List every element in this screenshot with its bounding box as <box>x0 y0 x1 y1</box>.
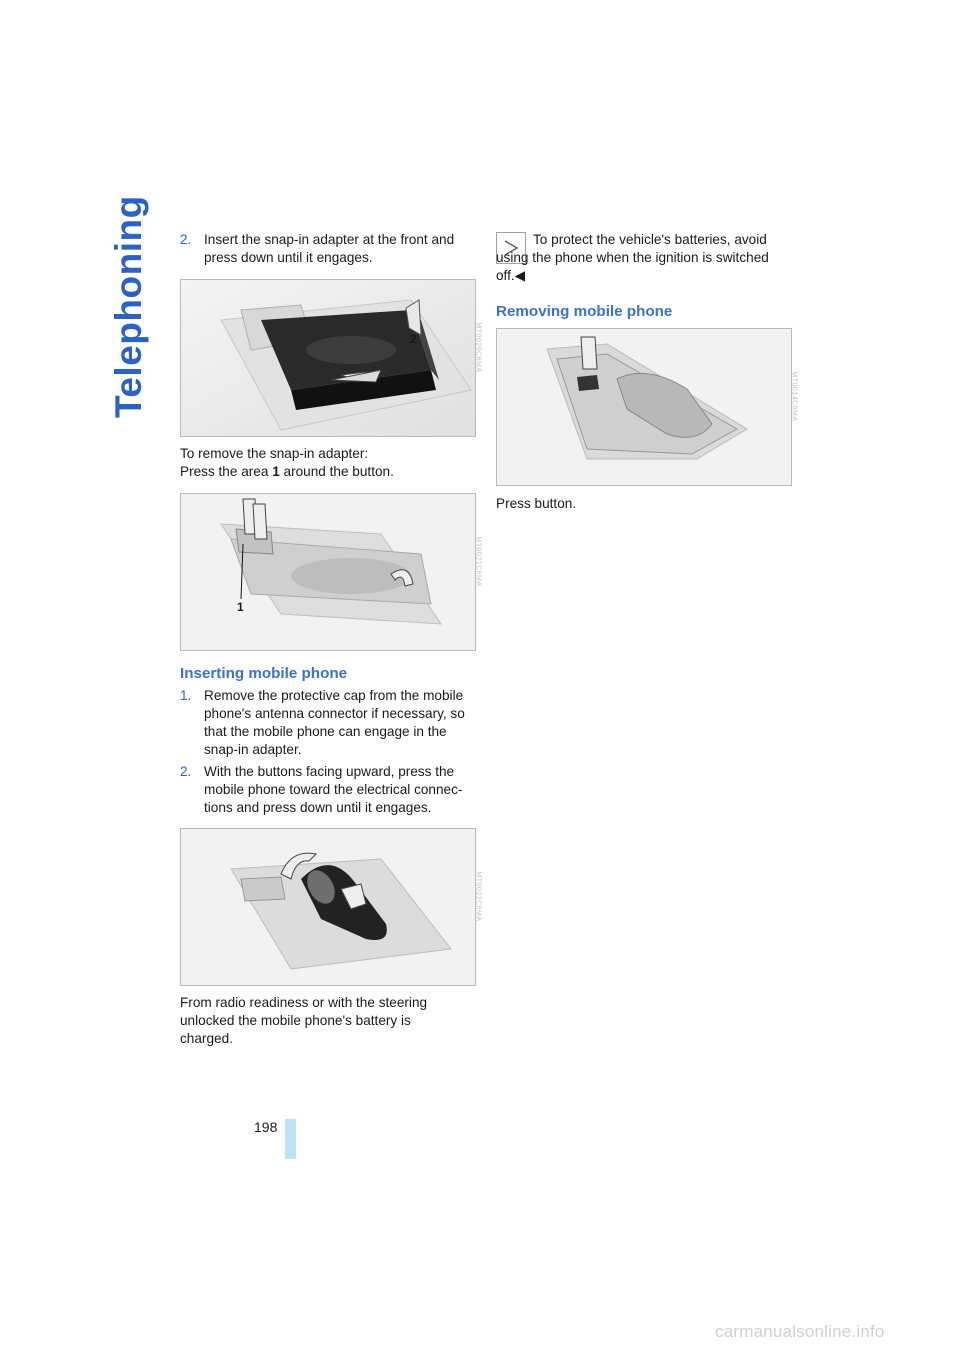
insert-step-2 <box>180 763 475 817</box>
press-button-text: Press button. <box>496 496 577 511</box>
step-insert-adapter <box>180 231 475 267</box>
step-text: With the buttons facing upward, press the mobile phone toward the electrical connec-tions and press down until it engages. <box>204 764 463 815</box>
page-marker-bar <box>285 1119 296 1159</box>
battery-note <box>496 231 791 285</box>
figure-callout-1: 1 <box>237 600 244 614</box>
figure-adapter-remove <box>180 493 482 651</box>
step-number: 2. <box>180 232 192 247</box>
watermark: carmanualsonline.info <box>715 1322 885 1341</box>
remove-press-line: Press the area 1 around the button. <box>180 464 394 479</box>
charging-text: From radio readiness or with the steering unlocked the mobile phone's battery is charged. <box>180 995 428 1046</box>
phone-remove-illustration <box>497 329 791 485</box>
section-title: Telephoning <box>108 195 149 418</box>
figure-code: MT0020C6MA <box>474 322 482 373</box>
heading-inserting-phone: Inserting mobile phone <box>180 665 348 682</box>
figure-adapter-insert <box>180 279 482 437</box>
figure-phone-remove <box>496 328 798 486</box>
adapter-remove-illustration <box>181 494 475 650</box>
area-reference: 1 <box>272 464 280 479</box>
step-text: Insert the snap-in adapter at the front and press down until it engages. <box>204 232 455 265</box>
figure-code: MT0022C6MA <box>474 871 482 922</box>
phone-insert-illustration <box>181 829 475 985</box>
insert-step-1 <box>180 687 475 759</box>
figure-callout-2: 2 <box>410 332 417 346</box>
note-text: To protect the vehicle's batteries, avoid using the phone when the ignition is switched off. <box>496 232 769 283</box>
remove-adapter-text <box>180 445 475 481</box>
note-end-mark: ◀ <box>514 268 526 283</box>
figure-code: MT0014C6MA <box>790 371 798 422</box>
figure-code: MT0021C6MA <box>474 536 482 587</box>
step-number: 2. <box>180 764 192 779</box>
step-text: Remove the protective cap from the mobile phone's antenna connector if necessary, so that the mobile phone can engage in the snap-in adapter. <box>204 688 465 757</box>
adapter-insert-illustration <box>181 280 475 436</box>
page-number: 198 <box>254 1119 278 1135</box>
insert-steps-list <box>180 687 475 817</box>
step-number: 1. <box>180 688 192 703</box>
heading-removing-phone: Removing mobile phone <box>496 303 673 320</box>
remove-intro: To remove the snap-in adapter: <box>180 446 369 461</box>
figure-phone-insert <box>180 828 482 986</box>
